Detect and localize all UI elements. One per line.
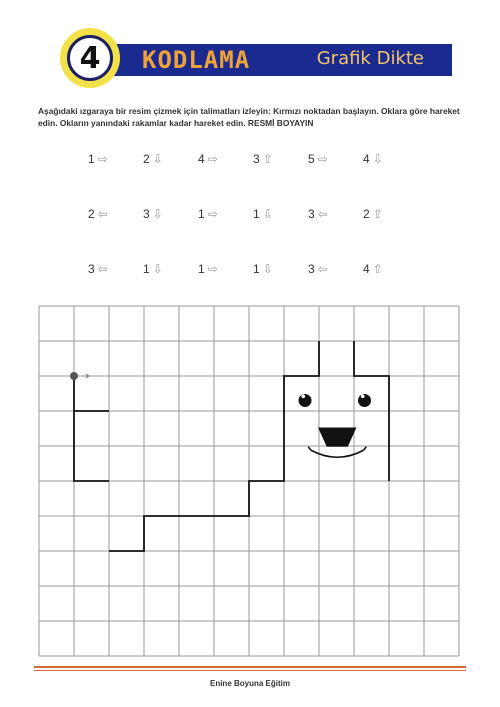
command-count: 1 bbox=[253, 207, 260, 221]
command-count: 3 bbox=[308, 207, 315, 221]
right-eye-shine bbox=[361, 395, 365, 399]
command-count: 3 bbox=[88, 262, 95, 276]
arrow-left-icon: ⇦ bbox=[317, 262, 328, 276]
command-count: 1 bbox=[143, 262, 150, 276]
header-banner bbox=[60, 28, 460, 92]
footer-line bbox=[34, 666, 466, 668]
arrow-up-icon: ⇧ bbox=[372, 262, 383, 276]
arrow-up-icon: ⇧ bbox=[372, 207, 383, 221]
command-item bbox=[363, 152, 418, 207]
command-item bbox=[88, 152, 143, 207]
instructions-text: Aşağıdaki ızgaraya bir resim çizmek için talimatları izleyin: Kırmızı noktadan başlayın. Oklara göre hareket edin. Okların yanındaki rakamlar kadar hareket edin. RESMİ BOYAYIN bbox=[38, 106, 460, 128]
arrow-right-icon: ⇨ bbox=[207, 262, 218, 276]
command-item bbox=[363, 207, 418, 262]
footer-text: Enine Boyuna Eğitim bbox=[209, 679, 290, 688]
title-text: KODLAMA bbox=[142, 46, 251, 74]
arrow-down-icon: ⇩ bbox=[262, 207, 273, 221]
command-count: 4 bbox=[363, 152, 370, 166]
command-count: 5 bbox=[308, 152, 315, 166]
mouth-left-end bbox=[308, 447, 311, 451]
command-count: 2 bbox=[143, 152, 150, 166]
command-list bbox=[88, 152, 418, 317]
command-item bbox=[308, 207, 363, 262]
arrow-down-icon: ⇩ bbox=[372, 152, 383, 166]
command-item bbox=[198, 152, 253, 207]
command-count: 1 bbox=[198, 207, 205, 221]
command-item bbox=[253, 207, 308, 262]
start-arrow-icon bbox=[83, 374, 89, 378]
arrow-right-icon: ⇨ bbox=[97, 152, 108, 166]
nose bbox=[318, 428, 357, 447]
arrow-down-icon: ⇩ bbox=[152, 152, 163, 166]
arrow-left-icon: ⇦ bbox=[317, 207, 328, 221]
command-count: 3 bbox=[253, 152, 260, 166]
command-count: 3 bbox=[308, 262, 315, 276]
subtitle-text: Grafik Dikte bbox=[316, 48, 424, 69]
number-badge-text: 4 bbox=[67, 35, 113, 81]
mouth-right-end bbox=[364, 447, 367, 451]
arrow-up-icon: ⇧ bbox=[262, 152, 273, 166]
command-count: 4 bbox=[198, 152, 205, 166]
command-item bbox=[253, 152, 308, 207]
command-item bbox=[143, 207, 198, 262]
start-dot bbox=[70, 372, 78, 380]
command-row bbox=[88, 152, 418, 207]
command-row bbox=[88, 207, 418, 262]
command-count: 3 bbox=[143, 207, 150, 221]
command-item bbox=[198, 207, 253, 262]
title-bar bbox=[122, 44, 452, 76]
command-count: 1 bbox=[253, 262, 260, 276]
command-item bbox=[308, 152, 363, 207]
command-item bbox=[88, 207, 143, 262]
arrow-down-icon: ⇩ bbox=[262, 262, 273, 276]
arrow-right-icon: ⇨ bbox=[207, 207, 218, 221]
command-count: 2 bbox=[363, 207, 370, 221]
left-eye-shine bbox=[301, 395, 305, 399]
command-item bbox=[143, 152, 198, 207]
footer-line-thin bbox=[34, 670, 466, 671]
arrow-right-icon: ⇨ bbox=[207, 152, 218, 166]
arrow-left-icon: ⇦ bbox=[97, 262, 108, 276]
command-count: 2 bbox=[88, 207, 95, 221]
arrow-right-icon: ⇨ bbox=[317, 152, 328, 166]
arrow-down-icon: ⇩ bbox=[152, 207, 163, 221]
arrow-down-icon: ⇩ bbox=[152, 262, 163, 276]
drawn-path bbox=[74, 376, 109, 481]
number-badge bbox=[60, 28, 120, 88]
command-count: 1 bbox=[198, 262, 205, 276]
drawing-grid bbox=[38, 305, 460, 657]
command-count: 4 bbox=[363, 262, 370, 276]
arrow-left-icon: ⇦ bbox=[97, 207, 108, 221]
command-count: 1 bbox=[88, 152, 95, 166]
